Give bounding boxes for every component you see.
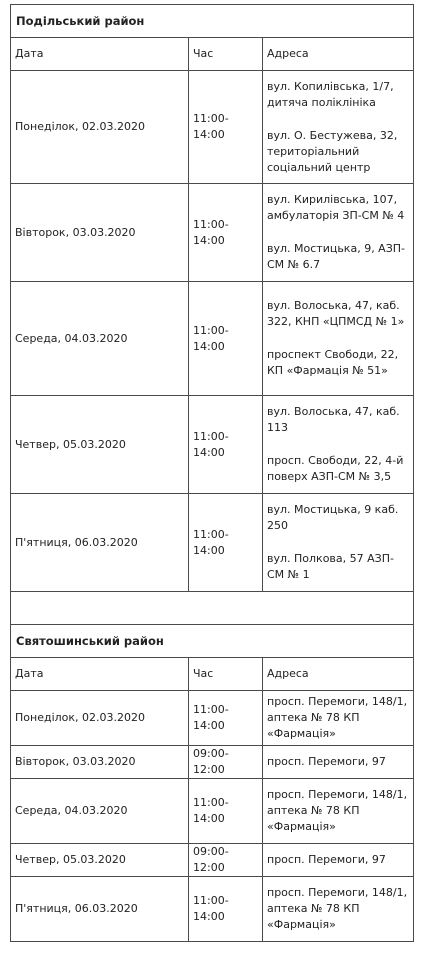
date-cell: Понеділок, 02.03.2020	[11, 71, 189, 184]
address-cell	[263, 184, 414, 282]
address-text: проспект Свободи, 22, КП «Фармація № 51»	[267, 348, 399, 377]
table-row	[11, 494, 414, 592]
address-text: просп. Перемоги, 148/1, аптека № 78 КП «Фармація»	[267, 695, 408, 740]
address-text: просп. Перемоги, 97	[267, 755, 386, 768]
address-text: вул. Мостицька, 9 каб. 250	[267, 503, 399, 532]
table-row	[11, 396, 414, 494]
address-cell	[263, 494, 414, 592]
spacer-cell	[11, 592, 414, 625]
date-cell: Середа, 04.03.2020	[11, 779, 189, 844]
date-cell: Понеділок, 02.03.2020	[11, 691, 189, 746]
address-cell	[263, 844, 414, 877]
schedule-table	[10, 4, 414, 942]
address-text: вул. О. Бестужева, 32, територіальний соціальний центр	[267, 128, 398, 174]
time-header: Час	[189, 658, 263, 691]
table-row	[11, 779, 414, 844]
address-header: Адреса	[263, 658, 414, 691]
address-cell	[263, 71, 414, 184]
section-spacer-row	[11, 592, 414, 625]
table-row	[11, 71, 414, 184]
section-title-row	[11, 5, 414, 38]
table-header-row	[11, 38, 414, 71]
time-cell: 11:00-14:00	[189, 396, 263, 494]
date-header: Дата	[11, 38, 189, 71]
date-cell: П'ятниця, 06.03.2020	[11, 877, 189, 942]
time-cell: 11:00-14:00	[189, 282, 263, 396]
address-cell	[263, 282, 414, 396]
address-header: Адреса	[263, 38, 414, 71]
schedule-body	[11, 5, 414, 942]
section-title: Подільський район	[11, 5, 414, 38]
address-text: просп. Перемоги, 97	[267, 853, 386, 866]
table-row	[11, 184, 414, 282]
section-title: Святошинський район	[11, 625, 414, 658]
date-cell: П'ятниця, 06.03.2020	[11, 494, 189, 592]
address-cell	[263, 691, 414, 746]
time-cell: 11:00-14:00	[189, 691, 263, 746]
date-header: Дата	[11, 658, 189, 691]
table-row	[11, 746, 414, 779]
table-row	[11, 691, 414, 746]
table-header-row	[11, 658, 414, 691]
time-cell: 11:00-14:00	[189, 184, 263, 282]
date-cell: Четвер, 05.03.2020	[11, 396, 189, 494]
address-cell	[263, 877, 414, 942]
table-row	[11, 877, 414, 942]
address-text: просп. Перемоги, 148/1, аптека № 78 КП «Фармація»	[267, 886, 408, 931]
time-cell: 09:00-12:00	[189, 746, 263, 779]
date-cell: Вівторок, 03.03.2020	[11, 746, 189, 779]
address-cell	[263, 396, 414, 494]
time-header: Час	[189, 38, 263, 71]
date-cell: Середа, 04.03.2020	[11, 282, 189, 396]
time-cell: 11:00-14:00	[189, 779, 263, 844]
address-text: вул. Волоська, 47, каб. 113	[267, 405, 400, 434]
address-text: просп. Свободи, 22, 4-й поверх АЗП-СМ № 3,5	[267, 454, 404, 483]
table-row	[11, 844, 414, 877]
table-row	[11, 282, 414, 396]
date-cell: Четвер, 05.03.2020	[11, 844, 189, 877]
time-cell: 11:00-14:00	[189, 877, 263, 942]
address-text: просп. Перемоги, 148/1, аптека № 78 КП «Фармація»	[267, 788, 408, 833]
address-text: вул. Мостицька, 9, АЗП-СМ № 6.7	[267, 242, 405, 271]
address-text: вул. Волоська, 47, каб. 322, КНП «ЦПМСД № 1»	[267, 299, 405, 328]
time-cell: 09:00-12:00	[189, 844, 263, 877]
address-cell	[263, 779, 414, 844]
section-title-row	[11, 625, 414, 658]
address-text: вул. Полкова, 57 АЗП-СМ № 1	[267, 552, 394, 581]
time-cell: 11:00-14:00	[189, 71, 263, 184]
address-cell	[263, 746, 414, 779]
date-cell: Вівторок, 03.03.2020	[11, 184, 189, 282]
address-text: вул. Кирилівська, 107, амбулаторія ЗП-СМ № 4	[267, 193, 405, 222]
address-text: вул. Копилівська, 1/7, дитяча поліклініка	[267, 79, 394, 109]
time-cell: 11:00-14:00	[189, 494, 263, 592]
